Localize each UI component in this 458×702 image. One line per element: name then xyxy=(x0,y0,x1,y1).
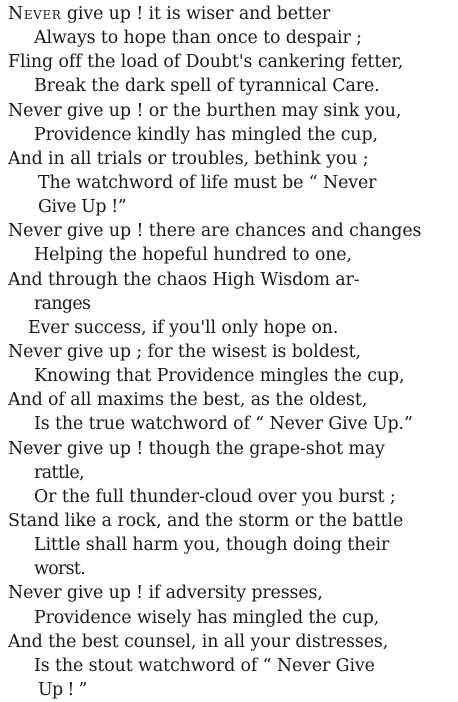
poem-line: Always to hope than once to despair ; xyxy=(34,28,362,49)
poem-line: Never give up ! there are chances and changes xyxy=(8,221,422,242)
poem-line: ranges xyxy=(34,293,91,314)
poem-line: The watchword of life must be “ Never xyxy=(38,172,377,193)
poem-line: Stand like a rock, and the storm or the battle xyxy=(8,510,404,531)
poem-line: Never give up ; for the wisest is boldest, xyxy=(8,341,361,362)
poem-line: Never give up ! or the burthen may sink you, xyxy=(8,100,402,121)
poem-line: And in all trials or troubles, bethink you ; xyxy=(8,148,369,169)
poem-line: Providence wisely has mingled the cup, xyxy=(34,607,380,628)
poem-text xyxy=(0,2,458,702)
poem-line: Helping the hopeful hundred to one, xyxy=(34,245,352,266)
poem-line: Ever success, if you'll only hope on. xyxy=(28,317,339,338)
poem-line: Fling off the load of Doubt's cankering fetter, xyxy=(8,52,404,73)
poem-line: Break the dark spell of tyrannical Care. xyxy=(34,76,380,97)
poem-line: Is the stout watchword of “ Never Give xyxy=(34,655,375,676)
poem-line: And of all maxims the best, as the oldest, xyxy=(8,390,368,411)
poem-line: Knowing that Providence mingles the cup, xyxy=(34,366,405,387)
drop-word: Never xyxy=(8,4,62,24)
poem-line: Is the true watchword of “ Never Give Up.” xyxy=(34,414,413,435)
poem-line: And the best counsel, in all your distresses, xyxy=(8,631,389,652)
poem-line: Never give up ! if adversity presses, xyxy=(8,583,323,604)
poem-line: rattle, xyxy=(34,462,85,483)
poem-line: Little shall harm you, though doing their xyxy=(34,535,390,556)
poem-line: Give Up !” xyxy=(38,197,127,218)
poem-line: worst. xyxy=(34,559,86,580)
poem-line: And through the chaos High Wisdom ar- xyxy=(8,269,360,290)
poem-line: Providence kindly has mingled the cup, xyxy=(34,124,378,145)
poem-line: Never give up ! it is wiser and better xyxy=(8,4,331,24)
poem-line: Up ! ” xyxy=(38,679,87,700)
poem-line: Never give up ! though the grape-shot may xyxy=(8,438,385,459)
poem-line: Or the full thunder-cloud over you burst ; xyxy=(34,486,396,507)
